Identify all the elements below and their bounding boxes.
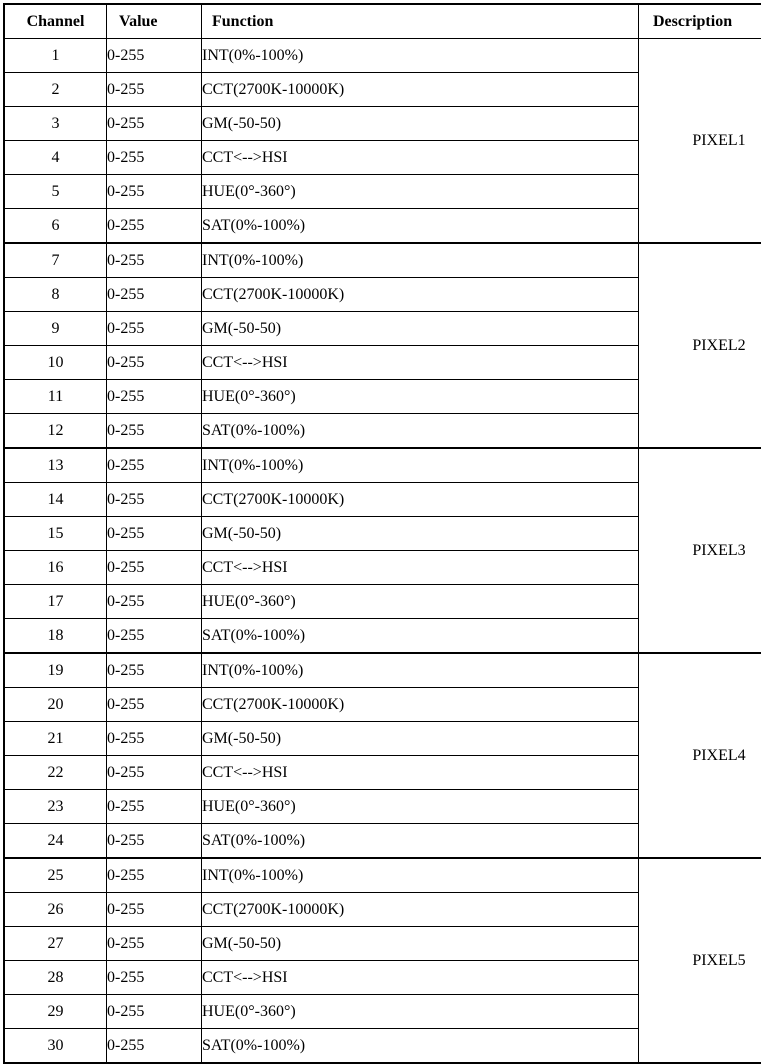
- cell-value: 0-255: [107, 312, 202, 346]
- cell-function: HUE(0°-360°): [202, 175, 639, 209]
- cell-function: CCT(2700K-10000K): [202, 73, 639, 107]
- cell-channel: 24: [4, 824, 107, 859]
- cell-value: 0-255: [107, 141, 202, 175]
- cell-value: 0-255: [107, 551, 202, 585]
- cell-function: HUE(0°-360°): [202, 585, 639, 619]
- cell-value: 0-255: [107, 517, 202, 551]
- cell-value: 0-255: [107, 39, 202, 73]
- cell-function: GM(-50-50): [202, 722, 639, 756]
- cell-channel: 23: [4, 790, 107, 824]
- cell-description: PIXEL3: [639, 448, 761, 653]
- cell-function: INT(0%-100%): [202, 39, 639, 73]
- cell-function: SAT(0%-100%): [202, 619, 639, 654]
- cell-function: GM(-50-50): [202, 107, 639, 141]
- cell-value: 0-255: [107, 380, 202, 414]
- cell-channel: 5: [4, 175, 107, 209]
- cell-channel: 10: [4, 346, 107, 380]
- cell-value: 0-255: [107, 585, 202, 619]
- cell-function: INT(0%-100%): [202, 653, 639, 688]
- cell-description: PIXEL4: [639, 653, 761, 858]
- cell-value: 0-255: [107, 414, 202, 449]
- cell-function: SAT(0%-100%): [202, 209, 639, 244]
- dmx-channel-table: [3, 3, 761, 1064]
- cell-value: 0-255: [107, 619, 202, 654]
- table-row: [4, 858, 761, 893]
- cell-channel: 9: [4, 312, 107, 346]
- cell-value: 0-255: [107, 1029, 202, 1064]
- cell-channel: 26: [4, 893, 107, 927]
- cell-value: 0-255: [107, 688, 202, 722]
- table-row: [4, 243, 761, 278]
- cell-channel: 21: [4, 722, 107, 756]
- cell-description: PIXEL2: [639, 243, 761, 448]
- cell-function: GM(-50-50): [202, 517, 639, 551]
- cell-function: INT(0%-100%): [202, 858, 639, 893]
- cell-channel: 27: [4, 927, 107, 961]
- cell-channel: 6: [4, 209, 107, 244]
- cell-function: INT(0%-100%): [202, 448, 639, 483]
- cell-value: 0-255: [107, 278, 202, 312]
- cell-function: CCT<-->HSI: [202, 961, 639, 995]
- cell-function: CCT<-->HSI: [202, 346, 639, 380]
- cell-channel: 7: [4, 243, 107, 278]
- cell-function: SAT(0%-100%): [202, 1029, 639, 1064]
- cell-value: 0-255: [107, 175, 202, 209]
- cell-channel: 22: [4, 756, 107, 790]
- cell-value: 0-255: [107, 73, 202, 107]
- cell-channel: 18: [4, 619, 107, 654]
- cell-function: HUE(0°-360°): [202, 380, 639, 414]
- cell-function: CCT(2700K-10000K): [202, 893, 639, 927]
- cell-value: 0-255: [107, 790, 202, 824]
- cell-value: 0-255: [107, 858, 202, 893]
- cell-value: 0-255: [107, 653, 202, 688]
- table-row: [4, 448, 761, 483]
- cell-value: 0-255: [107, 346, 202, 380]
- cell-description: PIXEL1: [639, 39, 761, 244]
- cell-channel: 8: [4, 278, 107, 312]
- cell-channel: 30: [4, 1029, 107, 1064]
- header-row: [4, 4, 761, 39]
- table-header: [4, 4, 761, 39]
- cell-channel: 29: [4, 995, 107, 1029]
- cell-value: 0-255: [107, 961, 202, 995]
- header-description: Description: [639, 4, 761, 39]
- cell-channel: 14: [4, 483, 107, 517]
- cell-function: SAT(0%-100%): [202, 414, 639, 449]
- header-value: Value: [107, 4, 202, 39]
- header-channel: Channel: [4, 4, 107, 39]
- cell-channel: 4: [4, 141, 107, 175]
- cell-value: 0-255: [107, 243, 202, 278]
- cell-value: 0-255: [107, 448, 202, 483]
- cell-value: 0-255: [107, 927, 202, 961]
- cell-function: CCT<-->HSI: [202, 551, 639, 585]
- cell-function: GM(-50-50): [202, 927, 639, 961]
- cell-value: 0-255: [107, 824, 202, 859]
- cell-channel: 13: [4, 448, 107, 483]
- cell-value: 0-255: [107, 107, 202, 141]
- cell-value: 0-255: [107, 483, 202, 517]
- cell-function: CCT<-->HSI: [202, 141, 639, 175]
- header-function: Function: [202, 4, 639, 39]
- table-row: [4, 653, 761, 688]
- cell-channel: 12: [4, 414, 107, 449]
- cell-function: CCT<-->HSI: [202, 756, 639, 790]
- cell-channel: 1: [4, 39, 107, 73]
- cell-channel: 11: [4, 380, 107, 414]
- cell-function: CCT(2700K-10000K): [202, 278, 639, 312]
- cell-channel: 25: [4, 858, 107, 893]
- cell-channel: 20: [4, 688, 107, 722]
- cell-channel: 16: [4, 551, 107, 585]
- cell-function: HUE(0°-360°): [202, 995, 639, 1029]
- cell-value: 0-255: [107, 756, 202, 790]
- cell-value: 0-255: [107, 995, 202, 1029]
- cell-value: 0-255: [107, 722, 202, 756]
- table-row: [4, 39, 761, 73]
- table-body: [4, 39, 761, 1064]
- cell-channel: 28: [4, 961, 107, 995]
- cell-description: PIXEL5: [639, 858, 761, 1063]
- cell-function: CCT(2700K-10000K): [202, 483, 639, 517]
- cell-function: HUE(0°-360°): [202, 790, 639, 824]
- cell-channel: 2: [4, 73, 107, 107]
- cell-function: GM(-50-50): [202, 312, 639, 346]
- cell-function: CCT(2700K-10000K): [202, 688, 639, 722]
- cell-channel: 15: [4, 517, 107, 551]
- cell-function: INT(0%-100%): [202, 243, 639, 278]
- cell-channel: 19: [4, 653, 107, 688]
- cell-channel: 17: [4, 585, 107, 619]
- cell-channel: 3: [4, 107, 107, 141]
- cell-value: 0-255: [107, 209, 202, 244]
- cell-function: SAT(0%-100%): [202, 824, 639, 859]
- cell-value: 0-255: [107, 893, 202, 927]
